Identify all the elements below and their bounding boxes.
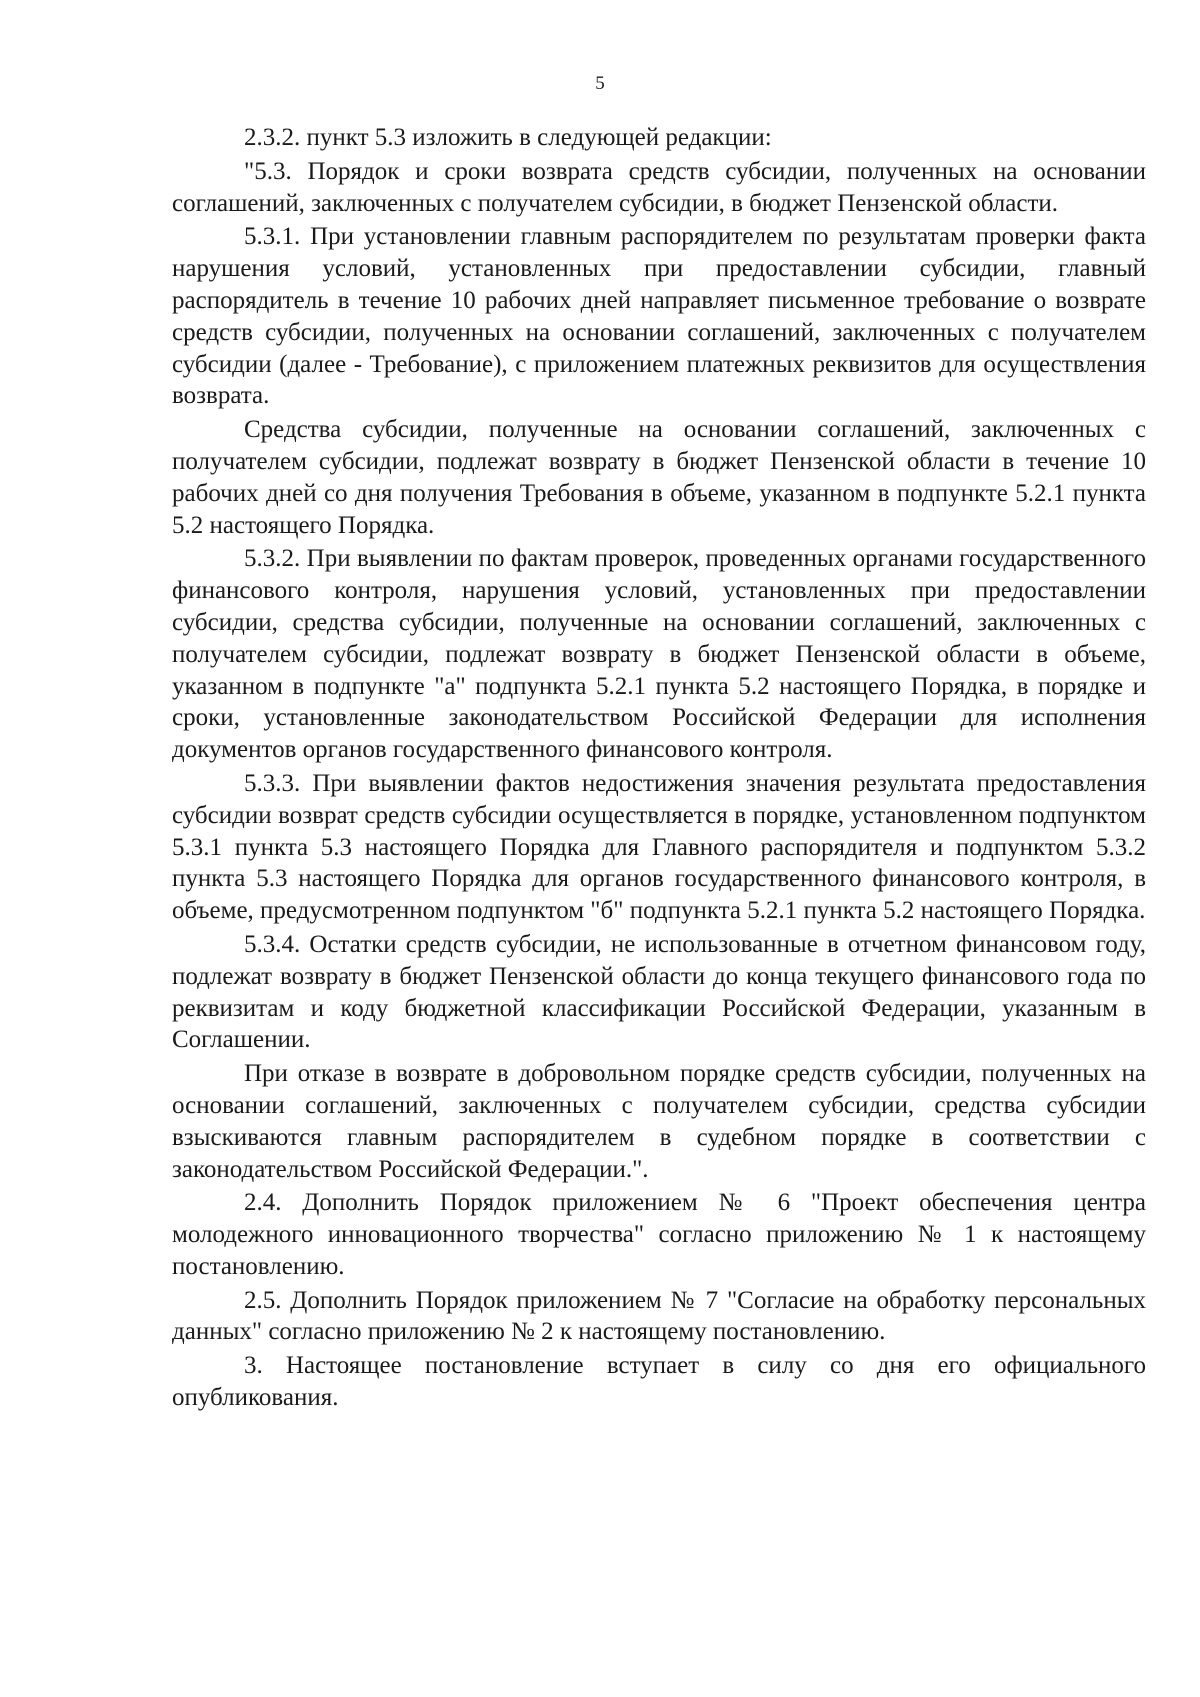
page-number: 5 <box>595 73 605 94</box>
paragraph-3: 3. Настоящее постановление вступает в силу со дня его официального опубликования. <box>172 1352 1146 1412</box>
paragraph-2-5: 2.5. Дополнить Порядок приложением № 7 "Согласие на обработку персональных данных" согласно приложению № 2 к настоящему постановлению. <box>172 1286 1146 1346</box>
document-body <box>172 122 1146 1416</box>
paragraph-5-3: "5.3. Порядок и сроки возврата средств субсидии, полученных на основании соглашений, заключенных с получателем субсидии, в бюджет Пензенской области. <box>172 157 1146 217</box>
paragraph-refusal-recovery: При отказе в возврате в добровольном порядке средств субсидии, полученных на основании соглашений, заключенных с получателем субсидии, средства субсидии взыскиваются главным распорядителем в судебном порядке в соответствии с законодательством Российской Федерации.". <box>172 1060 1146 1183</box>
paragraph-5-3-4: 5.3.4. Остатки средств субсидии, не использованные в отчетном финансовом году, подлежат возврату в бюджет Пензенской области до конца текущего финансового года по реквизитам и коду бюджетной классификации Российской Федерации, указанным в Соглашении. <box>172 930 1146 1054</box>
paragraph-2-3-2: 2.3.2. пункт 5.3 изложить в следующей редакции: <box>244 124 772 151</box>
paragraph-5-3-1: 5.3.1. При установлении главным распорядителем по результатам проверки факта нарушения условий, установленных при предоставлении субсидии, главный распорядитель в течение 10 рабочих дней направляет письменное требование о возврате средств субсидии, полученных на основании соглашений, заключенных с получателем субсидии (далее - Требование), с приложением платежных реквизитов для осуществления возврата. <box>172 223 1146 410</box>
paragraph-5-3-2: 5.3.2. При выявлении по фактам проверок, проведенных органами государственного финансового контроля, нарушения условий, установленных при предоставлении субсидии, средства субсидии, полученные на основании соглашений, заключенных с получателем субсидии, подлежат возврату в бюджет Пензенской области в объеме, указанном в подпункте "а" подпункта 5.2.1 пункта 5.2 настоящего Порядка, в порядке и сроки, установленные законодательством Российской Федерации для исполнения документов органов государственного финансового контроля. <box>172 545 1146 764</box>
paragraph-5-3-1-refund-terms: Средства субсидии, полученные на основании соглашений, заключенных с получателем субсидии, подлежат возврату в бюджет Пензенской области в течение 10 рабочих дней со дня получения Требования в объеме, указанном в подпункте 5.2.1 пункта 5.2 настоящего Порядка. <box>172 416 1146 539</box>
paragraph-5-3-3: 5.3.3. При выявлении фактов недостижения значения результата предоставления субсидии возврат средств субсидии осуществляется в порядке, установленном подпунктом 5.3.1 пункта 5.3 настоящего Порядка для Главного распорядителя и подпунктом 5.3.2 пункта 5.3 настоящего Порядка для органов государственного финансового контроля, в объеме, предусмотренном подпунктом "б" подпункта 5.2.1 пункта 5.2 настоящего Порядка. <box>172 769 1146 925</box>
paragraph-2-4: 2.4. Дополнить Порядок приложением № 6 "Проект обеспечения центра молодежного инновационного творчества" согласно приложению № 1 к настоящему постановлению. <box>172 1189 1146 1280</box>
